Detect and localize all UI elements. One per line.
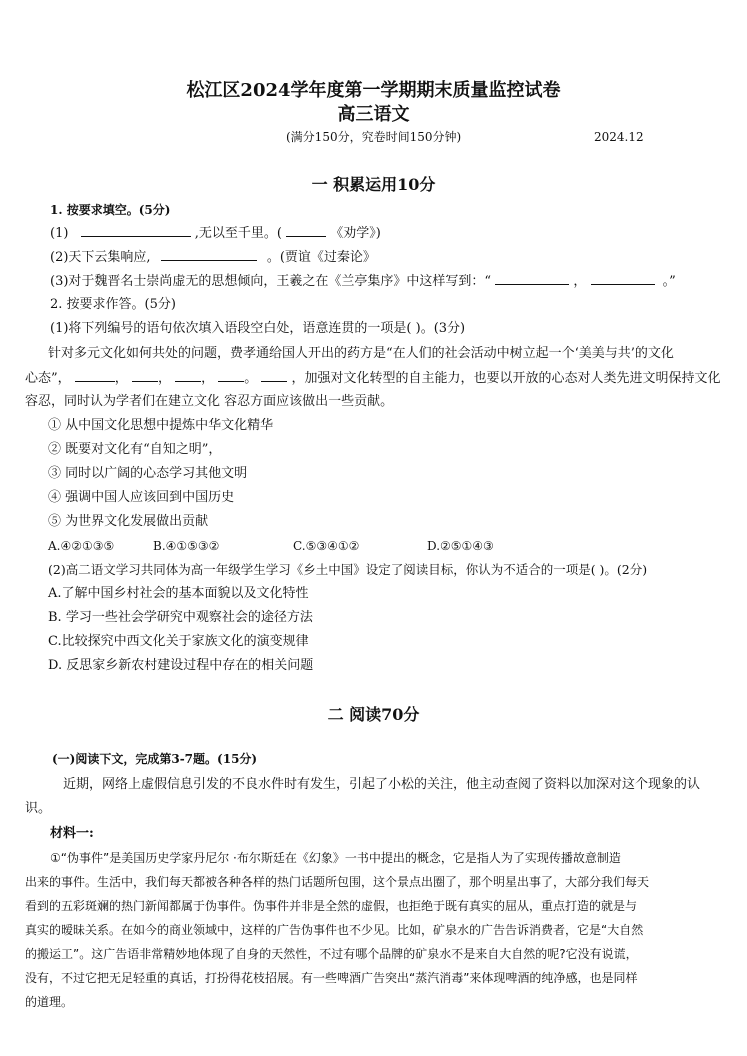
answer-blank[interactable] (161, 248, 257, 261)
q1-title: 1. 按要求填空。(5分) (50, 203, 171, 217)
material-1-title: 材料一: (50, 826, 94, 841)
q1-1-middle: ,无以至千里。( (194, 226, 282, 241)
option-1: ① 从中国文化思想中提炼中华文化精华 (48, 418, 274, 433)
passage-l2-start: 心态”， (25, 371, 71, 386)
answer-d: D. 反思家乡新农村建设过程中存在的相关问题 (48, 658, 314, 673)
material-line-6: 没有，不过它把无足轻重的真话，打扮得花枝招展。有一些啤酒广告突出“蒸汽消毒”来体现啤酒的纯净感，也是同样 (25, 971, 638, 985)
intro-line-2: 识。 (25, 801, 52, 816)
intro-line-1: 近期，网络上虚假信息引发的不良水件时有发生，引起了小松的关注，他主动查阅了资料以加深对这个现象的认 (63, 777, 701, 792)
q2-2-prompt: (2)高二语文学习共同体为高一年级学生学习《乡土中国》设定了阅读目标，你认为不适合的一项是( )。(2分) (48, 562, 648, 577)
passage-line-3: 容忍，同时认为学者们在建立文化 容忍方面应该做出一些贡献。 (25, 394, 394, 409)
choice-d: D.②⑤①④③ (427, 539, 494, 553)
q1-1-source: 《劝学》) (330, 226, 381, 241)
section-1-title: 一 积累运用10分 (311, 175, 436, 194)
answer-blank[interactable] (218, 369, 244, 382)
material-line-5: 的搬运工”。这广告语非常精妙地体现了自身的天然性，不过有哪个品牌的矿泉水不是来自大自然的呢?它没有说谎， (25, 947, 638, 961)
answer-blank[interactable] (175, 369, 201, 382)
q2-1-prompt: (1)将下列编号的语句依次填入语段空白处，语意连贯的一项是( )。(3分) (50, 321, 466, 336)
choice-c: C.⑤③④①② (293, 539, 360, 553)
passage-line-1: 针对多元文化如何共处的问题，费孝通给国人开出的药方是“在人们的社会活动中树立起一个‘美美与共’的文化 (48, 346, 674, 361)
answer-blank[interactable] (591, 272, 655, 285)
q1-1-prefix: (1) (50, 226, 69, 241)
section-2-title: 二 阅读70分 (327, 705, 420, 724)
material-line-1: ①“伪事件”是美国历史学家丹尼尔 ·布尔斯廷在《幻象》一书中提出的概念，它是指人为了实现传播故意制造 (50, 851, 621, 865)
answer-blank[interactable] (81, 224, 191, 237)
q1-2-line (50, 248, 376, 267)
passage-line-2: 心态”， ， ， ， 。 ，加强对文化转型的自主能力，也要以开放的心态对人类先进文明保持文化 (25, 371, 721, 386)
answer-blank[interactable] (286, 224, 326, 237)
material-line-4: 真实的暧昧关系。在如今的商业领域中，这样的广告伪事件也不少见。比如，矿泉水的广告告诉消费者，它是“大自然 (25, 923, 644, 937)
exam-title: 松江区2024学年度第一学期期末质量监控试卷 (186, 80, 561, 101)
q1-3-comma: ， (573, 274, 587, 289)
answer-a: A.了解中国乡村社会的基本面貌以及文化特性 (48, 586, 309, 601)
q2-title: 2. 按要求作答。(5分) (50, 297, 176, 312)
q1-1-line (50, 224, 381, 243)
answer-blank[interactable] (75, 369, 115, 382)
answer-b: B. 学习一些社会学研究中观察社会的途径方法 (48, 610, 313, 625)
exam-date: 2024.12 (594, 130, 644, 144)
subject-title: 高三语文 (337, 104, 410, 125)
q1-3-end: 。” (662, 274, 676, 289)
exam-info: (满分150分，究卷时间150分钟) (286, 130, 462, 144)
q1-2-prefix: (2)天下云集响应, (50, 250, 151, 265)
material-line-7: 的道理。 (25, 995, 74, 1009)
choice-a: A.④②①③⑤ (48, 539, 115, 553)
option-5: ⑤ 为世界文化发展做出贡献 (48, 514, 209, 529)
choice-b: B.④①⑤③② (153, 539, 220, 553)
q1-3-line (50, 272, 676, 291)
part-1-title: (一)阅读下文，完成第3-7题。(15分) (52, 752, 258, 766)
option-2: ② 既要对文化有“自知之明”， (48, 442, 222, 457)
option-3: ③ 同时以广阔的心态学习其他文明 (48, 466, 248, 481)
answer-blank[interactable] (261, 369, 287, 382)
material-line-3: 看到的五彩斑斓的热门新闻都属于伪事件。伪事件并非是全然的虚假，也拒绝于既有真实的屈从，重点打造的就是与 (25, 899, 638, 913)
answer-blank[interactable] (495, 272, 569, 285)
passage-l2-end: ，加强对文化转型的自主能力，也要以开放的心态对人类先进文明保持文化 (291, 371, 721, 386)
q1-3-prefix: (3)对于魏晋名士崇尚虚无的思想倾向，王羲之在《兰亭集序》中这样写到：“ (50, 274, 492, 289)
q1-2-source: 。(贾谊《过秦论》 (266, 250, 376, 265)
option-4: ④ 强调中国人应该回到中国历史 (48, 490, 235, 505)
answer-blank[interactable] (132, 369, 158, 382)
material-line-2: 出来的事件。生活中，我们每天都被各种各样的热门话题所包围，这个景点出圈了，那个明星出事了，大部分我们每天 (25, 875, 650, 889)
answer-c: C.比较探究中西文化关于家族文化的演变规律 (48, 634, 309, 649)
